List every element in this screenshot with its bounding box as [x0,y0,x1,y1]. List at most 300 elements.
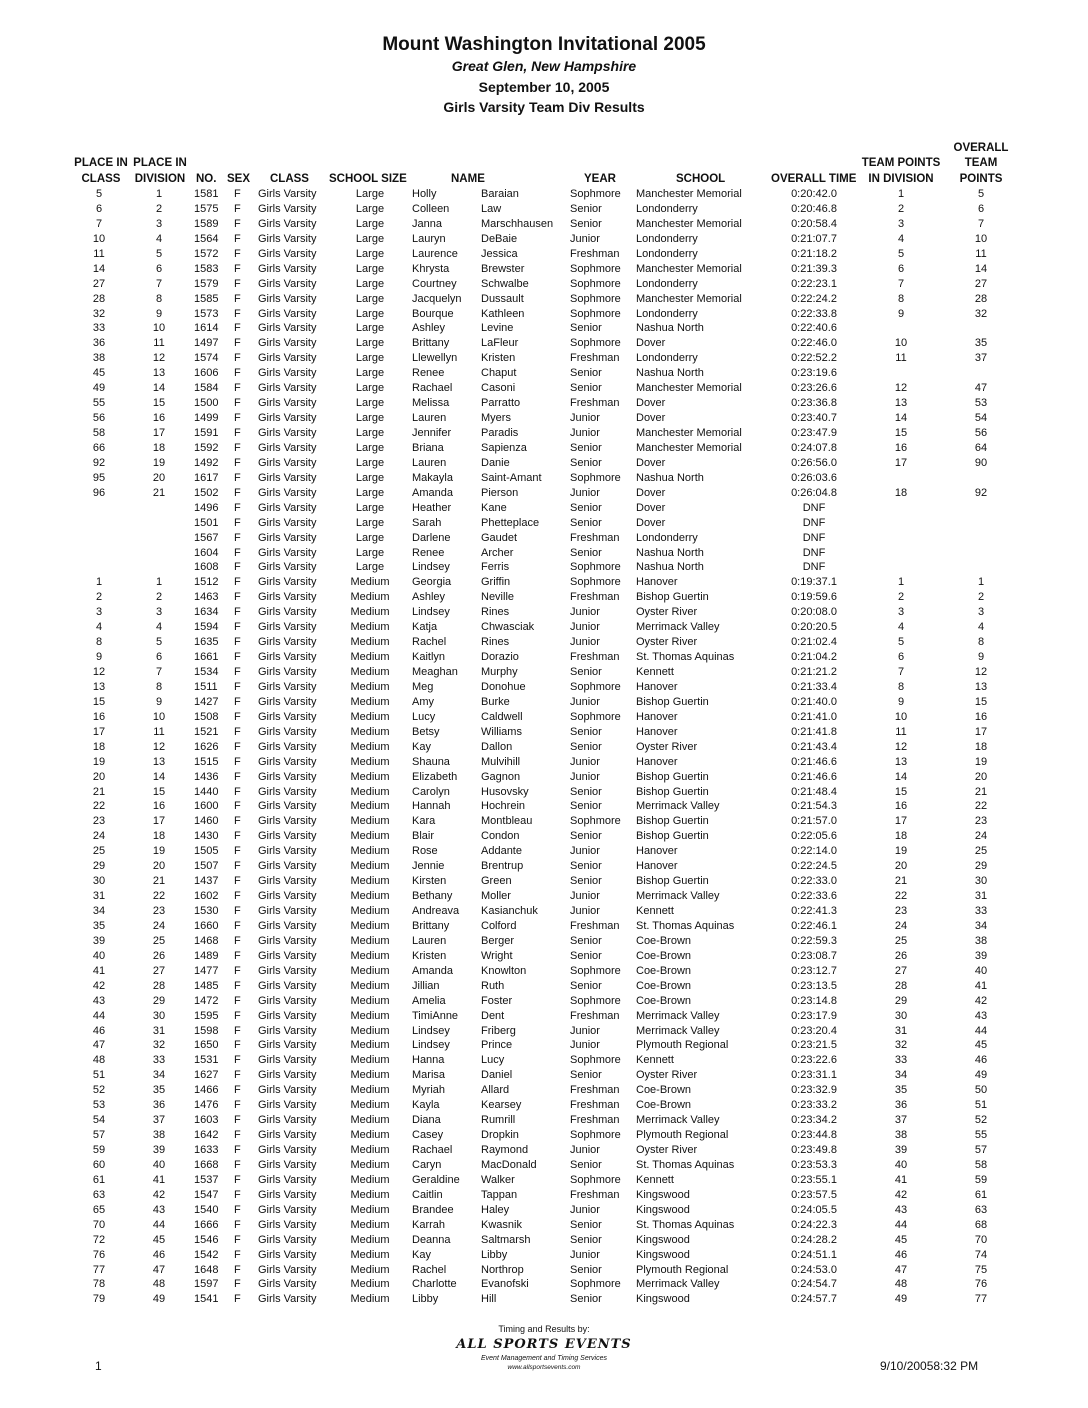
year-cell: Sophmore [570,994,621,1007]
school-cell: Manchester Memorial [636,262,742,275]
table-row [0,1158,1088,1173]
bib-number-cell: 1567 [194,531,219,544]
bib-number-cell: 1642 [194,1129,219,1142]
school-cell: Hanover [636,755,678,768]
table-row [0,1233,1088,1248]
sex-cell: F [234,247,241,260]
first-name-cell: Betsy [412,725,440,738]
sex-cell: F [234,710,241,723]
school-size-cell: Medium [350,755,390,768]
bib-number-cell: 1572 [194,247,219,260]
table-row [0,471,1088,486]
team-points-cell: 9 [897,695,905,708]
table-row [0,217,1088,232]
last-name-cell: Jessica [481,247,518,260]
place-class-cell: 19 [92,755,106,768]
year-cell: Sophmore [570,337,621,350]
table-row [0,874,1088,889]
sex-cell: F [234,1009,241,1022]
year-cell: Junior [570,755,600,768]
school-cell: Londonderry [636,307,698,320]
school-size-cell: Large [355,546,385,559]
team-points-cell: 17 [894,815,908,828]
year-cell: Sophmore [570,561,621,574]
overall-points-cell: 31 [974,890,988,903]
first-name-cell: Lauren [412,456,447,469]
team-points-cell: 5 [897,636,905,649]
school-cell: Manchester Memorial [636,427,742,439]
class-cell: Girls Varsity [258,1293,317,1306]
year-cell: Freshman [570,1099,620,1112]
place-class-cell: 63 [92,1188,106,1201]
school-size-cell: Large [355,397,385,410]
school-size-cell: Medium [350,1009,390,1022]
place-class-cell: 53 [92,1099,106,1112]
table-row [0,859,1088,874]
year-cell: Junior [570,621,600,634]
overall-time-cell: 0:21:48.4 [791,785,837,798]
team-points-cell: 32 [894,1039,908,1052]
year-cell: Senior [570,546,602,559]
team-points-cell: 1 [897,188,905,200]
overall-points-cell: 52 [974,1114,988,1127]
overall-time-cell: 0:20:46.8 [791,202,837,215]
year-cell: Junior [570,890,600,903]
bib-number-cell: 1440 [194,785,219,798]
team-points-cell: 8 [897,292,905,305]
bib-number-cell: 1574 [194,352,219,365]
class-cell: Girls Varsity [258,456,317,469]
team-points-cell: 11 [895,352,907,365]
overall-points-cell: 55 [974,1129,988,1142]
sex-cell: F [234,307,241,320]
bib-number-cell: 1633 [194,1144,219,1156]
overall-time-cell: 0:23:57.5 [791,1188,837,1201]
class-cell: Girls Varsity [258,875,317,888]
school-size-cell: Large [355,531,385,544]
bib-number-cell: 1614 [194,322,219,335]
last-name-cell: Dallon [481,740,513,753]
school-size-cell: Medium [350,606,390,619]
table-row [0,725,1088,740]
table-row [0,381,1088,396]
school-size-cell: Medium [350,1248,390,1261]
place-class-cell: 6 [95,202,103,215]
overall-points-cell: 17 [974,725,988,738]
place-class-cell: 56 [92,412,106,425]
place-class-cell: 35 [92,919,106,932]
place-division-cell: 10 [152,322,166,335]
place-class-cell: 57 [92,1129,106,1142]
team-points-cell: 16 [894,441,908,454]
sex-cell: F [234,890,241,903]
school-size-cell: Medium [350,666,390,678]
last-name-cell: Murphy [481,666,518,678]
school-cell: Hanover [636,860,678,873]
year-cell: Freshman [570,1114,620,1127]
place-division-cell: 9 [155,307,163,320]
sex-cell: F [234,785,241,798]
sex-cell: F [234,651,241,664]
last-name-cell: Green [481,875,512,888]
overall-points-cell: 2 [977,591,985,604]
school-size-cell: Medium [350,875,390,888]
sex-cell: F [234,322,241,335]
sex-cell: F [234,1278,241,1291]
overall-time-cell: 0:22:41.3 [791,905,837,917]
footer-website: www.allsportsevents.com [507,1364,581,1371]
overall-points-cell: 40 [974,964,988,977]
year-cell: Sophmore [570,1129,621,1142]
table-row [0,1038,1088,1053]
overall-time-cell: 0:24:07.8 [791,441,837,454]
sex-cell: F [234,591,241,604]
overall-time-cell: 0:23:12.7 [791,964,837,977]
team-points-cell: 4 [897,621,905,634]
school-cell: Bishop Guertin [636,770,709,783]
overall-time-cell: 0:23:26.6 [791,382,837,395]
first-name-cell: Elizabeth [412,770,458,783]
school-size-cell: Medium [350,621,390,634]
overall-time-cell: 0:23:34.2 [791,1114,837,1127]
team-points-cell: 19 [894,845,908,858]
school-cell: Plymouth Regional [636,1039,729,1052]
place-class-cell: 44 [92,1009,106,1022]
class-cell: Girls Varsity [258,397,317,410]
school-size-cell: Large [355,202,385,215]
last-name-cell: Kwasnik [481,1218,522,1231]
school-cell: Londonderry [636,202,698,215]
first-name-cell: Kay [412,1248,431,1261]
bib-number-cell: 1575 [194,202,219,215]
overall-points-cell: 64 [974,441,988,454]
first-name-cell: Makayla [412,471,453,484]
class-cell: Girls Varsity [258,516,317,529]
school-size-cell: Medium [350,964,390,977]
team-points-cell: 45 [894,1233,908,1246]
place-division-cell: 2 [155,202,163,215]
overall-points-cell: 24 [974,830,988,843]
table-row [0,262,1088,277]
school-size-cell: Large [355,412,385,425]
place-class-cell: 66 [92,441,106,454]
place-class-cell: 34 [92,905,106,917]
school-cell: Manchester Memorial [636,441,742,454]
class-cell: Girls Varsity [258,412,317,425]
first-name-cell: Lindsey [412,606,450,619]
class-cell: Girls Varsity [258,860,317,873]
sex-cell: F [234,1158,241,1171]
first-name-cell: Renee [412,367,445,380]
place-division-cell: 5 [155,636,163,649]
school-size-cell: Large [355,441,385,454]
school-size-cell: Medium [350,845,390,858]
year-cell: Sophmore [570,307,621,320]
team-points-cell: 23 [894,905,908,917]
overall-time-cell: DNF [802,501,826,514]
year-cell: Senior [570,501,602,514]
class-cell: Girls Varsity [258,1129,317,1142]
overall-points-cell: 19 [974,755,988,768]
place-class-cell: 65 [92,1203,106,1216]
place-division-cell: 46 [152,1248,166,1261]
school-cell: Nashua North [636,322,704,335]
first-name-cell: Bethany [412,890,453,903]
overall-points-cell: 32 [974,307,988,320]
place-division-cell: 36 [152,1099,166,1112]
table-row [0,799,1088,814]
sex-cell: F [234,1054,241,1067]
class-cell: Girls Varsity [258,621,317,634]
school-size-cell: Medium [350,1024,390,1037]
table-row [0,1277,1088,1292]
team-points-cell: 41 [894,1173,908,1186]
bib-number-cell: 1595 [194,1009,219,1022]
school-size-cell: Medium [350,710,390,723]
overall-time-cell: 0:24:57.7 [791,1293,837,1306]
team-points-cell: 29 [894,994,908,1007]
school-size-cell: Medium [350,905,390,917]
class-cell: Girls Varsity [258,1233,317,1246]
school-cell: Bishop Guertin [636,875,709,888]
last-name-cell: Hill [481,1293,497,1306]
overall-time-cell: 0:20:08.0 [791,606,837,619]
overall-points-cell: 51 [974,1099,988,1112]
bib-number-cell: 1511 [194,680,218,693]
header-overall-line1: OVERALL [953,141,1009,154]
bib-number-cell: 1594 [194,621,219,634]
overall-time-cell: 0:21:41.0 [791,710,837,723]
last-name-cell: Kathleen [481,307,525,320]
class-cell: Girls Varsity [258,1203,317,1216]
first-name-cell: Diana [412,1114,441,1127]
table-row [0,964,1088,979]
year-cell: Junior [570,232,600,245]
place-class-cell: 17 [92,725,106,738]
class-cell: Girls Varsity [258,322,317,335]
class-cell: Girls Varsity [258,546,317,559]
class-cell: Girls Varsity [258,217,317,230]
class-cell: Girls Varsity [258,561,317,574]
class-cell: Girls Varsity [258,277,317,290]
bib-number-cell: 1584 [194,382,219,395]
bib-number-cell: 1512 [194,576,219,589]
bib-number-cell: 1660 [194,919,219,932]
place-class-cell: 4 [95,621,103,634]
school-size-cell: Medium [350,1233,390,1246]
class-cell: Girls Varsity [258,636,317,649]
place-division-cell: 10 [152,710,166,723]
bib-number-cell: 1437 [194,875,219,888]
place-class-cell: 58 [92,427,106,439]
first-name-cell: Lindsey [412,561,450,574]
school-size-cell: Medium [350,934,390,947]
sex-cell: F [234,860,241,873]
bib-number-cell: 1585 [194,292,219,305]
last-name-cell: Raymond [481,1144,529,1156]
place-class-cell: 31 [92,890,106,903]
place-class-cell: 61 [92,1173,106,1186]
sex-cell: F [234,1114,241,1127]
table-row [0,680,1088,695]
place-class-cell: 55 [92,397,106,410]
first-name-cell: Casey [412,1129,444,1142]
year-cell: Junior [570,905,600,917]
overall-time-cell: 0:23:53.3 [791,1158,837,1171]
first-name-cell: Kristen [412,949,447,962]
overall-time-cell: 0:22:14.0 [791,845,837,858]
place-division-cell: 3 [155,217,163,230]
school-size-cell: Medium [350,680,390,693]
year-cell: Senior [570,516,602,529]
overall-time-cell: 0:21:57.0 [791,815,837,828]
team-points-cell: 37 [894,1114,908,1127]
school-size-cell: Large [355,292,385,305]
table-row [0,829,1088,844]
table-row [0,1009,1088,1024]
event-date: September 10, 2005 [478,79,610,95]
overall-time-cell: 0:23:17.9 [791,1009,837,1022]
last-name-cell: Libby [481,1248,508,1261]
overall-points-cell: 13 [974,680,988,693]
year-cell: Senior [570,456,602,469]
school-size-cell: Medium [350,1173,390,1186]
bib-number-cell: 1430 [194,830,219,843]
bib-number-cell: 1499 [194,412,219,425]
overall-time-cell: 0:23:21.5 [791,1039,837,1052]
bib-number-cell: 1598 [194,1024,219,1037]
first-name-cell: Melissa [412,397,450,410]
overall-time-cell: 0:23:08.7 [791,949,837,962]
class-cell: Girls Varsity [258,815,317,828]
school-size-cell: Large [355,262,385,275]
sex-cell: F [234,606,241,619]
table-row [0,1128,1088,1143]
overall-points-cell: 68 [974,1218,988,1231]
bib-number-cell: 1534 [194,666,219,678]
place-division-cell: 8 [155,292,163,305]
overall-time-cell: 0:23:32.9 [791,1084,837,1097]
first-name-cell: Sarah [412,516,442,529]
first-name-cell: Amy [412,695,434,708]
school-size-cell: Medium [350,800,390,813]
table-row [0,740,1088,755]
place-class-cell: 3 [95,606,103,619]
overall-points-cell: 11 [975,247,987,260]
overall-time-cell: 0:23:40.7 [791,412,837,425]
class-cell: Girls Varsity [258,651,317,664]
place-class-cell: 22 [92,800,106,813]
last-name-cell: Ruth [481,979,505,992]
overall-time-cell: 0:22:24.2 [791,292,837,305]
bib-number-cell: 1492 [194,456,219,469]
school-cell: Dover [636,516,666,529]
overall-points-cell: 22 [974,800,988,813]
last-name-cell: Montbleau [481,815,533,828]
place-class-cell: 42 [92,979,106,992]
overall-time-cell: 0:19:37.1 [791,576,837,589]
sex-cell: F [234,964,241,977]
school-size-cell: Medium [350,1218,390,1231]
place-division-cell: 7 [155,666,163,678]
team-points-cell: 14 [894,412,908,425]
school-cell: Coe-Brown [636,979,692,992]
year-cell: Freshman [570,591,620,604]
first-name-cell: Courtney [412,277,457,290]
overall-points-cell: 15 [974,695,988,708]
sex-cell: F [234,292,241,305]
overall-time-cell: 0:21:41.8 [791,725,837,738]
school-size-cell: Medium [350,815,390,828]
overall-time-cell: 0:26:04.8 [791,486,837,499]
place-division-cell: 34 [152,1069,166,1082]
place-class-cell: 25 [92,845,106,858]
overall-points-cell: 16 [974,710,988,723]
first-name-cell: Hanna [412,1054,445,1067]
overall-points-cell: 38 [974,934,988,947]
overall-time-cell: 0:21:46.6 [791,770,837,783]
bib-number-cell: 1581 [194,188,219,200]
place-division-cell: 1 [155,188,163,200]
overall-points-cell: 49 [974,1069,988,1082]
bib-number-cell: 1500 [194,397,219,410]
overall-points-cell: 6 [977,202,985,215]
year-cell: Senior [570,666,602,678]
header-place-division-line2: DIVISION [134,172,186,185]
table-row [0,1263,1088,1278]
place-class-cell: 30 [92,875,106,888]
sex-cell: F [234,427,241,439]
overall-time-cell: 0:26:03.6 [791,471,837,484]
sex-cell: F [234,1203,241,1216]
header-overall-team-points [946,141,1016,188]
place-class-cell: 54 [92,1114,106,1127]
sex-cell: F [234,830,241,843]
overall-time-cell: 0:22:33.6 [791,890,837,903]
overall-time-cell: 0:22:24.5 [791,860,837,873]
class-cell: Girls Varsity [258,845,317,858]
bib-number-cell: 1583 [194,262,219,275]
team-points-cell: 12 [894,740,908,753]
overall-time-cell: 0:24:54.7 [791,1278,837,1291]
overall-points-cell: 75 [974,1263,988,1276]
class-cell: Girls Varsity [258,262,317,275]
bib-number-cell: 1507 [194,860,219,873]
year-cell: Senior [570,740,602,753]
place-division-cell: 24 [152,919,166,932]
place-division-cell: 32 [152,1039,166,1052]
first-name-cell: Jacquelyn [412,292,462,305]
bib-number-cell: 1485 [194,979,219,992]
class-cell: Girls Varsity [258,1188,317,1201]
school-cell: Oyster River [636,1069,698,1082]
place-class-cell: 12 [92,666,106,678]
place-class-cell: 10 [92,232,106,245]
year-cell: Senior [570,860,602,873]
school-size-cell: Medium [350,1054,390,1067]
last-name-cell: Walker [481,1173,515,1186]
school-cell: St. Thomas Aquinas [636,919,735,932]
year-cell: Freshman [570,352,620,365]
school-cell: St. Thomas Aquinas [636,651,735,664]
last-name-cell: Rumrill [481,1114,516,1127]
class-cell: Girls Varsity [258,1099,317,1112]
sex-cell: F [234,1233,241,1246]
class-cell: Girls Varsity [258,755,317,768]
year-cell: Sophmore [570,471,621,484]
first-name-cell: Lauren [412,412,447,425]
overall-time-cell: 0:23:55.1 [791,1173,837,1186]
